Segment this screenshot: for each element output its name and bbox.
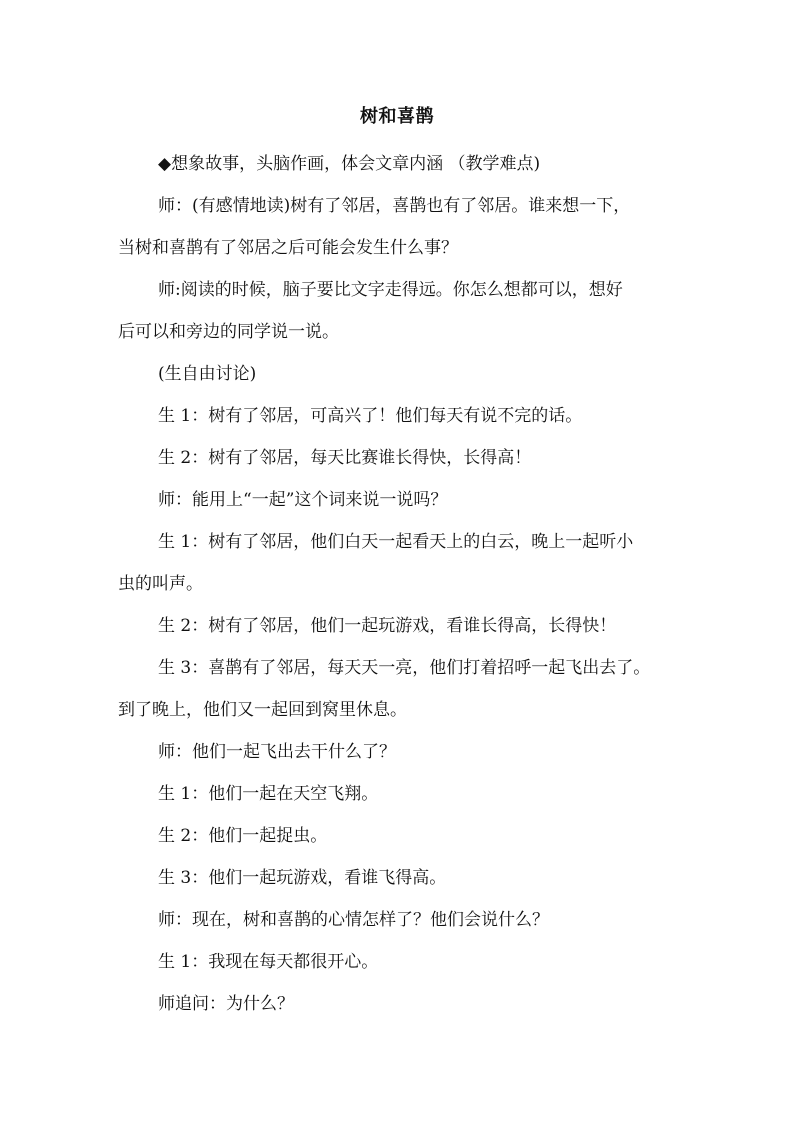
paragraph-line: 生 1：树有了邻居，可高兴了！他们每天有说不完的话。: [158, 406, 583, 426]
section-heading: ◆想象故事，头脑作画，体会文章内涵 （教学难点): [158, 154, 541, 174]
paragraph-line: 生 2：树有了邻居，每天比赛谁长得快，长得高！: [158, 448, 532, 468]
paragraph-line: 生 1：树有了邻居，他们白天一起看天上的白云，晚上一起听小: [158, 532, 634, 552]
paragraph-line: 师：现在，树和喜鹊的心情怎样了？他们会说什么？: [158, 910, 549, 930]
document-title: 树和喜鹊: [360, 106, 434, 127]
paragraph-line: 师追问：为什么？: [158, 994, 294, 1014]
paragraph-line: 生 2：他们一起捉虫。: [158, 826, 328, 846]
paragraph-line: 后可以和旁边的同学说一说。: [118, 322, 339, 342]
paragraph-line: 虫的叫声。: [118, 574, 203, 594]
paragraph-line: (生自由讨论): [158, 364, 257, 384]
paragraph-line: 师：他们一起飞出去干什么了？: [158, 742, 396, 762]
paragraph-line: 师：能用上“一起”这个词来说一说吗？: [158, 490, 448, 510]
paragraph-line: 到了晚上，他们又一起回到窝里休息。: [118, 700, 407, 720]
paragraph-line: 师:阅读的时候，脑子要比文字走得远。你怎么想都可以，想好: [158, 280, 623, 300]
paragraph-line: 生 3：喜鹊有了邻居，每天天一亮，他们打着招呼一起飞出去了。: [158, 658, 651, 678]
paragraph-line: 生 1：他们一起在天空飞翔。: [158, 784, 379, 804]
paragraph-line: 生 1：我现在每天都很开心。: [158, 952, 379, 972]
paragraph-line: 生 3：他们一起玩游戏，看谁飞得高。: [158, 868, 447, 888]
paragraph-line: 当树和喜鹊有了邻居之后可能会发生什么事？: [118, 238, 458, 258]
paragraph-line: 师：(有感情地读)树有了邻居，喜鹊也有了邻居。谁来想一下，: [158, 196, 631, 216]
paragraph-line: 生 2：树有了邻居，他们一起玩游戏，看谁长得高，长得快！: [158, 616, 617, 636]
